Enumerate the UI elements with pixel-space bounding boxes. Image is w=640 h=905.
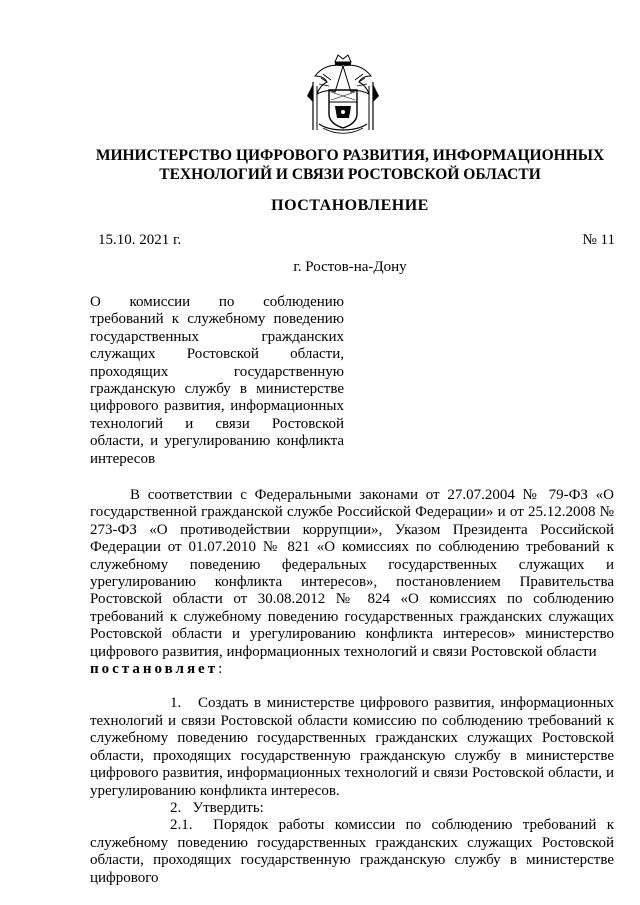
- item-2-1: [90, 817, 614, 887]
- item-1: [90, 695, 614, 799]
- ministry-name: [60, 146, 640, 184]
- subject-line: области, и урегулированию конфликта: [90, 433, 344, 450]
- decree-word: постановляет: [90, 661, 219, 678]
- document-date: 15.10. 2021 г.: [98, 232, 182, 248]
- subject-line: гражданскую службу в министерстве: [90, 381, 344, 398]
- ministry-name-line2: ТЕХНОЛОГИЙ И СВЯЗИ РОСТОВСКОЙ ОБЛАСТИ: [159, 166, 541, 183]
- subject-line: служащих Ростовской области,: [90, 346, 344, 363]
- coat-of-arms-emblem: [305, 52, 381, 136]
- subject-line: интересов: [90, 450, 156, 467]
- document-number: № 11: [582, 232, 615, 248]
- item-2: [90, 800, 614, 817]
- subject-line: технологий и связи Ростовской: [90, 415, 344, 432]
- item-number: 2.: [170, 799, 182, 816]
- preamble-paragraph: В соответствии с Федеральными законами от 27.07.2004 № 79-ФЗ «О государственной гражданской службе Российской Федерации» и от 25.12.2008 № 273-ФЗ «О противодействии коррупции», Указом Президента Российской Федерации от 01.07.2010 № 821 «О комиссиях по соблюдению требований к служебному поведению федеральных государственных служащих и урегулированию конфликта интересов», постановлением Правительства Ростовской области от 30.08.2012 № 824 «О комиссиях по соблюдению требований к служебному поведению государственных гражданских служащих Ростовской области и урегулированию конфликта интересов» министерство цифрового развития, информационных технологий и связи Ростовской области: [90, 487, 614, 660]
- ministry-name-line1: МИНИСТЕРСТВО ЦИФРОВОГО РАЗВИТИЯ, ИНФОРМАЦИОННЫХ: [95, 147, 605, 164]
- item-number: 2.1.: [170, 817, 193, 834]
- item-text: Создать в министерстве цифрового развития, информационных технологий и связи Ростовской области комиссию по соблюдению требований к служебному поведению государственных гражданских служащих Ростовской области, проходящих государственную гражданскую службу в министерстве цифрового развития, информационных технологий и связи Ростовской области, и урегулированию конфликта интересов.: [90, 695, 614, 799]
- item-text: Утвердить:: [192, 799, 264, 816]
- document-subject: [90, 294, 344, 468]
- decree-colon: :: [218, 661, 223, 678]
- document-type: ПОСТАНОВЛЕНИЕ: [271, 197, 429, 214]
- subject-line: государственных гражданских: [90, 328, 344, 345]
- item-text: Порядок работы комиссии по соблюдению требований к служебному поведению государственных гражданских служащих Ростовской области, проходящих государственную гражданскую службу в министерстве цифрового: [90, 817, 614, 886]
- subject-line: О комиссии по соблюдению: [90, 294, 344, 310]
- subject-line: цифрового развития, информационных: [90, 398, 344, 415]
- subject-line: проходящих государственную: [90, 363, 344, 380]
- paragraph-gap: [90, 678, 614, 695]
- document-city: г. Ростов-на-Дону: [293, 259, 407, 275]
- document-body: [90, 487, 614, 887]
- item-number: 1.: [170, 695, 182, 712]
- subject-line: требований к служебному поведению: [90, 311, 344, 328]
- decree-line: [90, 661, 614, 678]
